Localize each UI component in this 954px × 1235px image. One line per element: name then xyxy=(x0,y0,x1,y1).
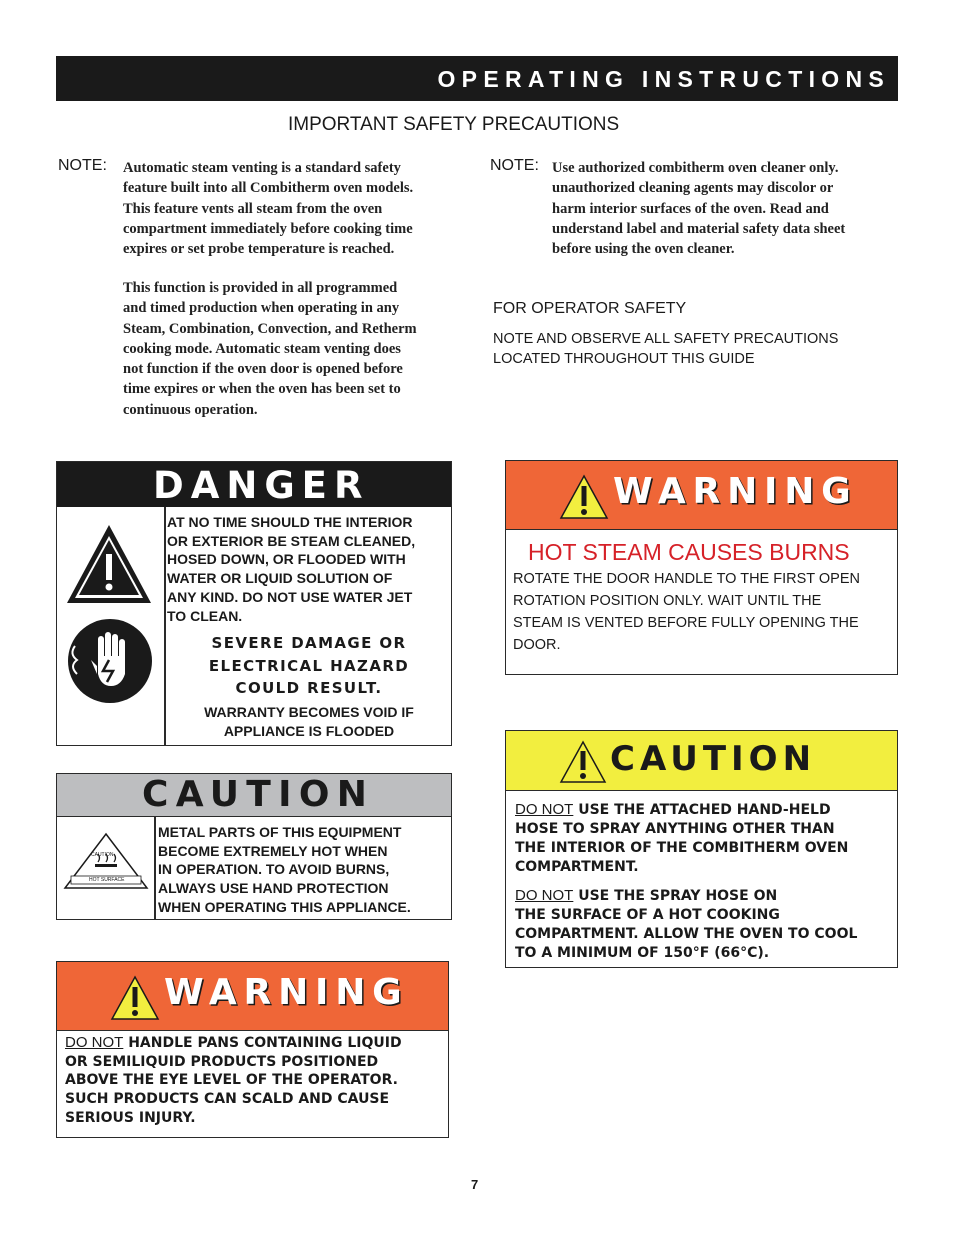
electric-shock-hand-icon xyxy=(65,616,153,709)
caution-spray-hose-sign xyxy=(505,730,898,968)
danger-banner-label: DANGER xyxy=(153,464,370,507)
operator-safety-text: NOTE AND OBSERVE ALL SAFETY PRECAUTIONS LOCATED THROUGHOUT THIS GUIDE xyxy=(493,331,839,367)
note-left-label: NOTE: xyxy=(58,157,107,174)
caution-gray-banner xyxy=(57,774,451,817)
do-not-label: DO NOT xyxy=(515,801,574,818)
do-not-label: DO NOT xyxy=(515,887,574,904)
caution-gray-banner-label: CAUTION xyxy=(142,774,375,815)
caution-yellow-paragraph-1: DO NOT USE THE ATTACHED HAND-HELD HOSE TO SPRAY ANYTHING OTHER THAN THE INTERIOR OF THE COMBITHERM OVEN COMPARTMENT. xyxy=(515,801,849,875)
warning-left-banner xyxy=(57,962,448,1031)
do-not-label: DO NOT xyxy=(65,1034,124,1051)
warning-left-body-text: DO NOT HANDLE PANS CONTAINING LIQUID OR SEMILIQUID PRODUCTS POSITIONED ABOVE THE EYE LEVEL OF THE OPERATOR. SUCH PRODUCTS CAN SCALD AND CAUSE SERIOUS INJURY. xyxy=(65,1034,402,1126)
note-left-paragraph-2: This function is provided in all programmed and timed production when operating in any Steam, Combination, Convection, and Retherm cooking mode. Automatic steam venting does not function if the oven door is opened before time expires or when the oven has been set to continuous operation. xyxy=(123,280,417,418)
warning-right-banner xyxy=(506,461,897,530)
danger-body-text: AT NO TIME SHOULD THE INTERIOR OR EXTERIOR BE STEAM CLEANED, HOSED DOWN, OR FLOODED WITH WATER OR LIQUID SOLUTION OF ANY KIND. DO NOT USE WATER JET TO CLEAN. xyxy=(167,514,416,624)
caution-yellow-banner-label: CAUTION xyxy=(610,739,817,779)
caution-gray-divider xyxy=(154,817,156,920)
warning-hot-steam-sign xyxy=(505,460,898,675)
note-right-label: NOTE: xyxy=(490,157,539,174)
caution-hot-surface-sign xyxy=(56,773,452,920)
danger-emphasis-text: SEVERE DAMAGE OR ELECTRICAL HAZARD COULD RESULT. xyxy=(208,634,410,697)
hot-steam-headline: HOT STEAM CAUSES BURNS xyxy=(528,539,850,565)
danger-banner xyxy=(57,462,451,507)
hot-surface-label: HOT SURFACE xyxy=(89,877,125,883)
warning-right-banner-label: WARNING xyxy=(613,471,858,512)
caution-triangle-icon xyxy=(559,740,607,789)
warning-triangle-icon xyxy=(559,474,609,525)
section-subtitle: IMPORTANT SAFETY PRECAUTIONS xyxy=(288,114,620,135)
caution-yellow-banner xyxy=(506,731,897,791)
warning-scald-sign xyxy=(56,961,449,1138)
warning-right-body-text: ROTATE THE DOOR HANDLE TO THE FIRST OPEN ROTATION POSITION ONLY. WAIT UNTIL THE STEAM IS VENTED BEFORE FULLY OPENING THE DOOR. xyxy=(513,571,860,653)
warning-left-banner-label: WARNING xyxy=(164,972,409,1013)
warning-triangle-icon xyxy=(110,975,160,1026)
exclamation-triangle-icon xyxy=(65,522,153,611)
note-left-paragraph-1: Automatic steam venting is a standard safety feature built into all Combitherm oven models. This feature vents all steam from the oven compartment immediately before cooking time expires or set probe temperature is reached. xyxy=(123,160,414,258)
danger-warranty-text: WARRANTY BECOMES VOID IF APPLIANCE IS FLOODED xyxy=(204,704,414,739)
page-title: OPERATING INSTRUCTIONS xyxy=(437,66,890,92)
danger-sign xyxy=(56,461,452,746)
note-right-paragraph: Use authorized combitherm oven cleaner only. unauthorized cleaning agents may discolor or harm interior surfaces of the oven. Read and understand label and material safety data sheet before using the oven cleaner. xyxy=(552,160,846,258)
caution-gray-body-text: METAL PARTS OF THIS EQUIPMENT BECOME EXTREMELY HOT WHEN IN OPERATION. TO AVOID BURNS, ALWAYS USE HAND PROTECTION WHEN OPERATING THIS APPLIANCE. xyxy=(158,824,411,915)
caution-yellow-paragraph-2: DO NOT USE THE SPRAY HOSE ON THE SURFACE OF A HOT COOKING COMPARTMENT. ALLOW THE OVEN TO COOL TO A MINIMUM OF 150°F (66°C). xyxy=(515,887,858,961)
page-number: 7 xyxy=(471,1177,479,1192)
operator-safety-heading: FOR OPERATOR SAFETY xyxy=(493,300,687,317)
hot-surface-caution-label: CAUTION xyxy=(91,852,114,858)
hot-surface-label-icon xyxy=(63,832,149,895)
page-header xyxy=(56,56,898,101)
danger-divider xyxy=(164,507,166,745)
